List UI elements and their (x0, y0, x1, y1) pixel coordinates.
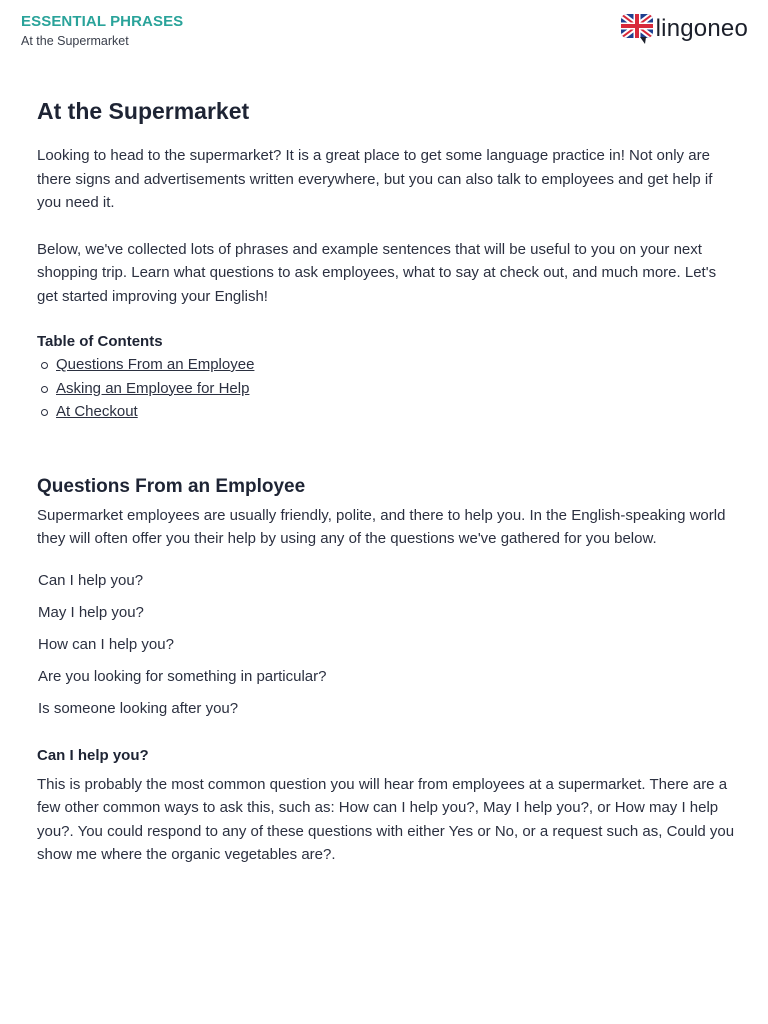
page-header (21, 12, 183, 50)
toc-link-at-checkout[interactable]: At Checkout (56, 403, 138, 420)
brand-name: lingoneo (655, 15, 748, 42)
intro-paragraph-1: Looking to head to the supermarket? It is a great place to get some language practice in! Not only are there signs and advertisements written everywhere, but you can also talk to employees and get help if you need it. (37, 147, 713, 211)
section-heading-questions: Questions From an Employee (37, 475, 306, 497)
page-title: At the Supermarket (37, 98, 250, 124)
sub-heading-can-i-help-you: Can I help you? (37, 746, 149, 764)
toc-link-questions-from-employee[interactable]: Questions From an Employee (56, 356, 255, 373)
toc-item (56, 377, 739, 401)
intro-paragraph-2: Below, we've collected lots of phrases and example sentences that will be useful to you on your next shopping trip. Learn what questions to ask employees, what to say at check out, and much more. Let's get started improving your English! (37, 240, 717, 305)
table-of-contents (37, 353, 739, 424)
section-paragraph: Supermarket employees are usually friendly, polite, and there to help you. In the English-speaking world they will often offer you their help by using any of the questions we've gathered for you below. (37, 506, 726, 547)
toc-item (56, 353, 739, 377)
phrase-item: How can I help you? (38, 635, 174, 653)
sub-paragraph: This is probably the most common question you will hear from employees at a supermarket. There are a few other common ways to ask this, such as: How can I help you?, May I help you?, or How may I help you?. You could respond to any of these questions with either Yes or No, or a request such as, Could you show me where the organic vegetables are?. (37, 775, 735, 863)
phrase-list (38, 571, 739, 731)
brand-logo[interactable] (621, 14, 748, 44)
toc-title: Table of Contents (37, 333, 163, 350)
toc-link-asking-employee-for-help[interactable]: Asking an Employee for Help (56, 379, 250, 397)
phrase-item: Can I help you? (38, 571, 144, 589)
phrase-item: Is someone looking after you? (38, 699, 239, 717)
header-subtitle: At the Supermarket (21, 34, 129, 48)
phrase-item: May I help you? (38, 603, 144, 621)
phrase-item: Are you looking for something in particular? (38, 667, 327, 685)
toc-item (56, 400, 739, 424)
uk-flag-speech-bubble-icon (621, 14, 653, 44)
header-kicker: ESSENTIAL PHRASES (21, 13, 184, 30)
article (37, 96, 739, 867)
